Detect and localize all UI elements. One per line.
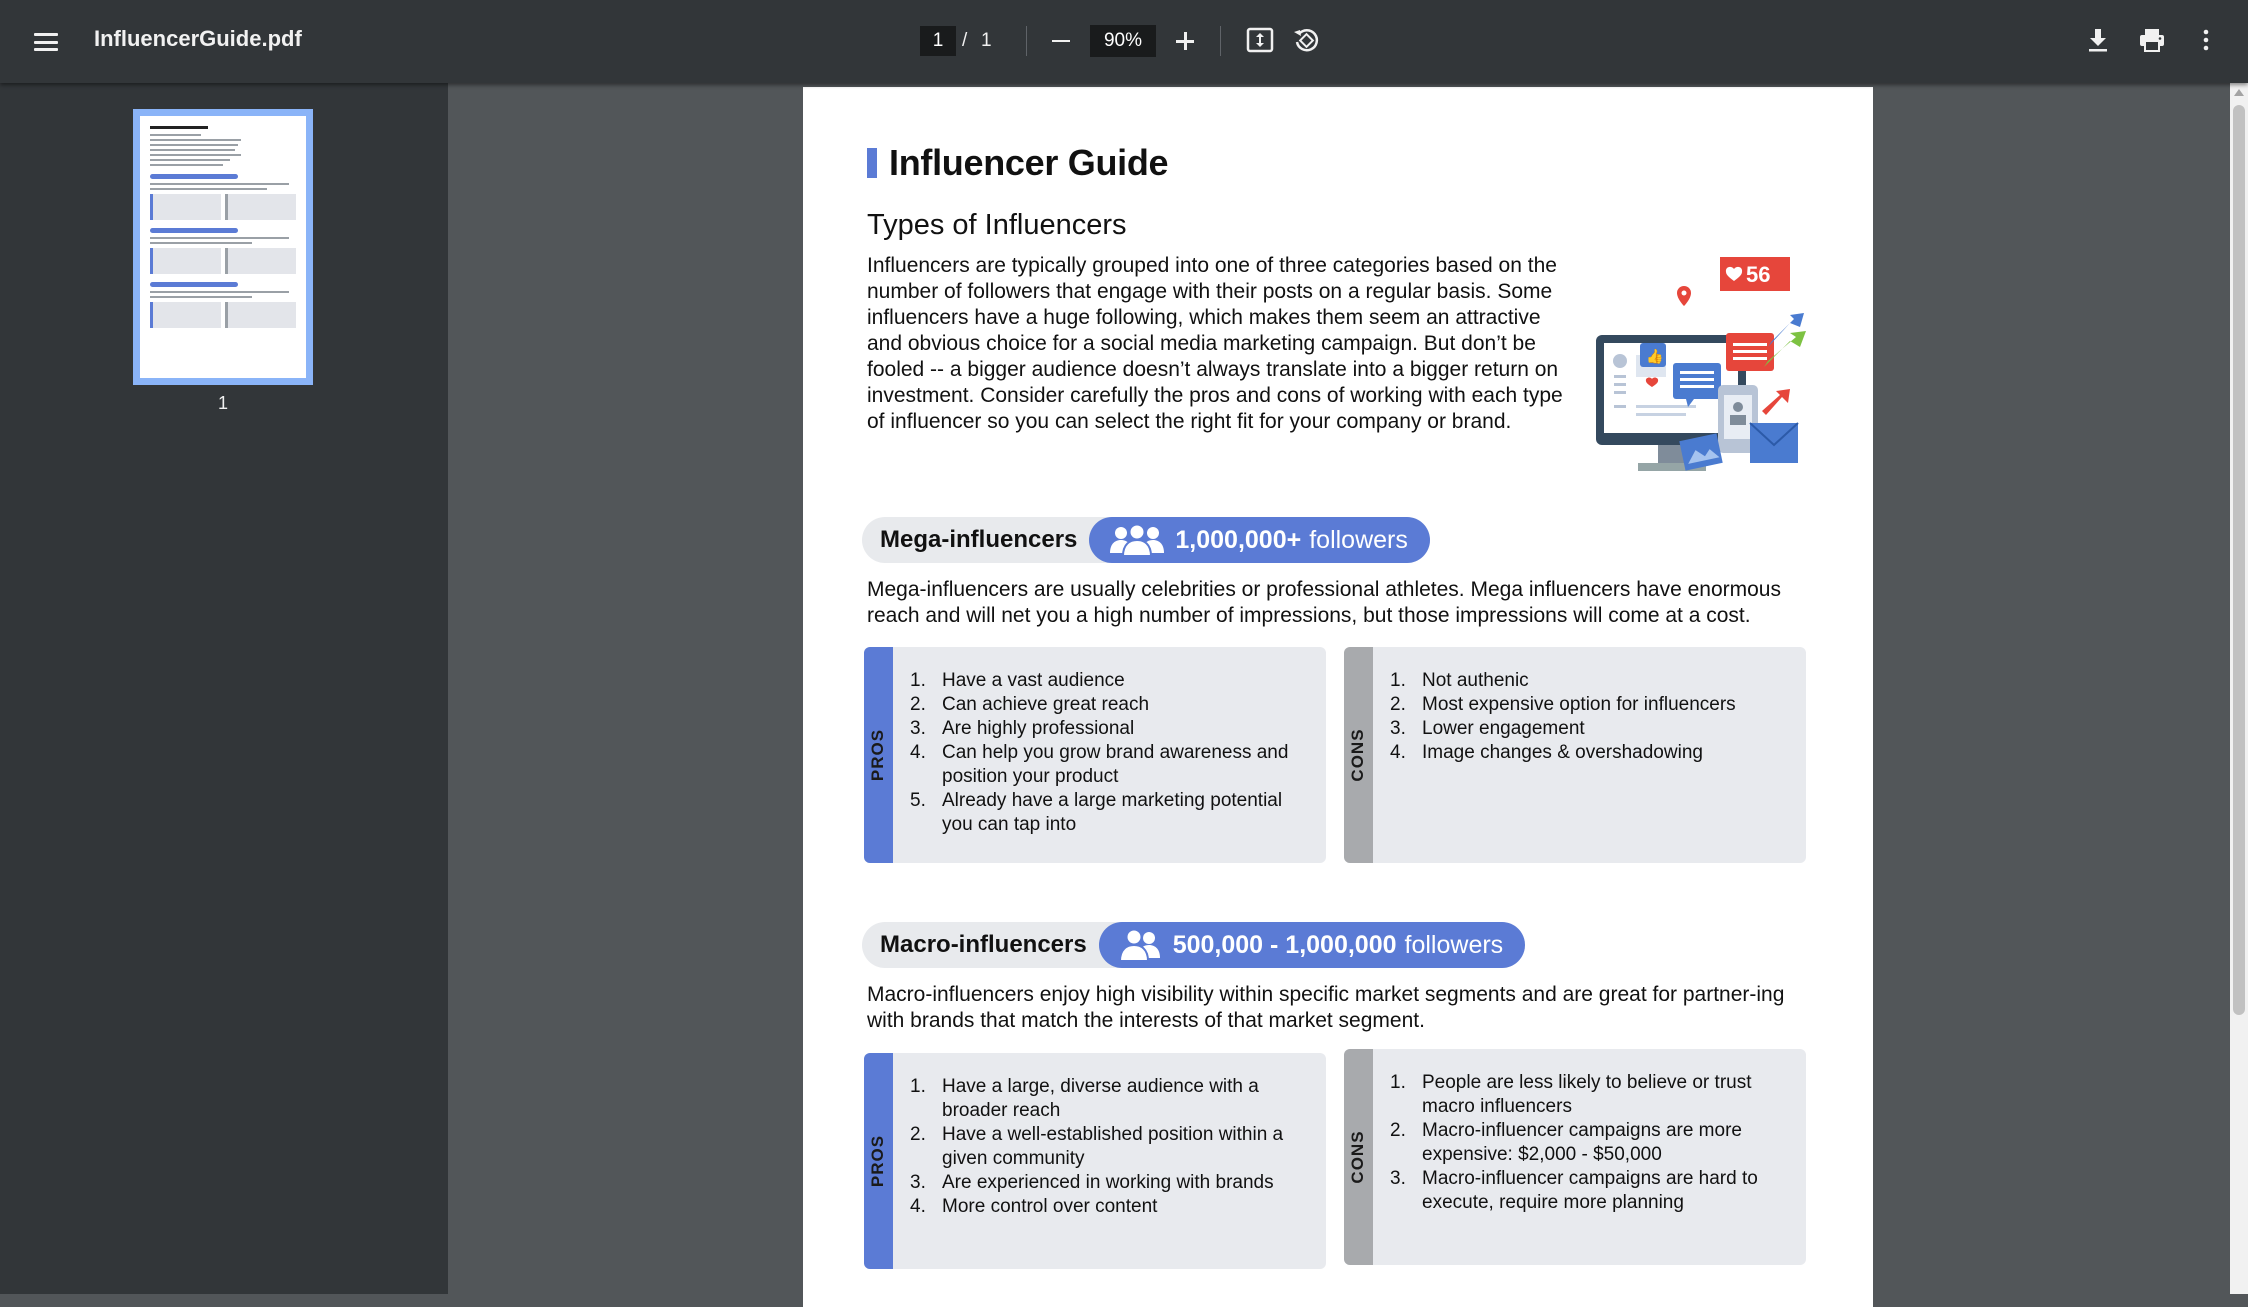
list-item-number: 2. — [1390, 1120, 1406, 1141]
cons-card — [1344, 647, 1806, 863]
thumbnail-page-preview — [140, 116, 306, 378]
list-item — [1390, 1071, 1792, 1119]
list-item-number: 1. — [910, 670, 926, 691]
list-item-number: 2. — [910, 1124, 926, 1145]
pros-card — [864, 1053, 1326, 1269]
list-item — [910, 1171, 1312, 1195]
pros-bar — [864, 647, 893, 863]
list-item — [910, 741, 1312, 789]
section-header-mega — [862, 517, 1430, 563]
list-item — [910, 693, 1312, 717]
section-description: Mega-influencers are usually celebrities or professional athletes. Mega influencers have enormous reach and will net you a high number of impressions, but those impressions will come at a cost. — [867, 578, 1781, 627]
document-title: InfluencerGuide.pdf — [94, 26, 302, 51]
followers-badge — [1089, 517, 1429, 563]
menu-icon — [34, 33, 58, 51]
list-item-number: 4. — [910, 742, 926, 763]
more-actions-button[interactable] — [2186, 20, 2226, 60]
list-item-text: Have a large, diverse audience with a broader reach — [942, 1076, 1259, 1121]
pdf-page — [803, 87, 1873, 1307]
cons-bar — [1344, 647, 1373, 863]
zoom-level-input[interactable]: 90% — [1090, 25, 1156, 57]
list-item — [910, 717, 1312, 741]
cons-card — [1344, 1049, 1806, 1265]
zoom-out-icon — [1052, 40, 1070, 43]
users-icon — [1119, 928, 1163, 962]
list-item-text: Are highly professional — [942, 718, 1135, 739]
more-vert-icon — [2202, 28, 2210, 52]
intro-paragraph: Influencers are typically grouped into one of three categories based on the number of followers that engage with their posts on a regular basis. Some influencers have a huge following, which makes them seem an attractive and obvious choice for a social media marketing campaign. But don’t be fooled -- a bigger audience doesn’t always translate into a bigger return on investment. Consider carefully the pros and cons of working with each type of influencer so you can select the right fit for your company or brand. — [867, 254, 1563, 433]
social-media-illustration — [1568, 255, 1808, 485]
pros-label: PROS — [868, 728, 887, 782]
list-item-number: 4. — [910, 1196, 926, 1217]
list-item-number: 1. — [1390, 670, 1406, 691]
rotate-icon — [1291, 25, 1321, 55]
pros-bar — [864, 1053, 893, 1269]
followers-label: followers — [1309, 525, 1408, 554]
cons-list — [1390, 669, 1792, 765]
cons-label: CONS — [1348, 728, 1367, 782]
toolbar-divider — [1026, 26, 1027, 56]
pros-label: PROS — [868, 1134, 887, 1188]
print-icon — [2138, 27, 2166, 53]
list-item — [910, 1195, 1312, 1219]
scrollbar-thumb[interactable] — [2233, 105, 2245, 1015]
fit-page-icon — [1246, 26, 1274, 54]
page-title: Influencer Guide — [889, 142, 1169, 183]
list-item-number: 3. — [910, 718, 926, 739]
zoom-in-icon — [1176, 32, 1194, 50]
list-item-text: Lower engagement — [1422, 718, 1585, 739]
list-item-text: Have a well-established position within a given community — [942, 1124, 1284, 1169]
page-thumbnail[interactable] — [133, 109, 313, 385]
section-header-macro — [862, 922, 1525, 968]
list-item-text: More control over content — [942, 1196, 1158, 1217]
list-item-text: Macro-influencer campaigns are more expensive: $2,000 - $50,000 — [1422, 1120, 1742, 1165]
list-item-number: 2. — [910, 694, 926, 715]
list-item-text: Already have a large marketing potential you can tap into — [942, 790, 1283, 835]
list-item-number: 1. — [910, 1076, 926, 1097]
download-button[interactable] — [2078, 20, 2118, 60]
followers-label: followers — [1404, 930, 1504, 959]
list-item-number: 3. — [910, 1172, 926, 1193]
list-item — [1390, 1167, 1792, 1215]
section-subtitle: Types of Influencers — [867, 209, 1127, 241]
list-item-text: Can achieve great reach — [942, 694, 1150, 715]
download-icon — [2086, 27, 2110, 53]
cons-list — [1390, 1071, 1792, 1215]
page-separator: / — [962, 30, 968, 51]
scroll-up-arrow-icon[interactable] — [2234, 89, 2244, 96]
list-item-number: 1. — [1390, 1072, 1406, 1093]
list-item-text: Image changes & overshadowing — [1422, 742, 1703, 763]
page-total: 1 — [981, 30, 992, 51]
list-item — [1390, 717, 1792, 741]
vertical-scrollbar[interactable] — [2230, 83, 2248, 1294]
users-icon — [1109, 523, 1165, 557]
menu-button[interactable] — [24, 20, 68, 64]
list-item — [1390, 669, 1792, 693]
list-item-text: People are less likely to believe or trust macro influencers — [1422, 1072, 1752, 1117]
zoom-in-button[interactable] — [1166, 22, 1204, 60]
list-item — [910, 1123, 1312, 1171]
zoom-out-button[interactable] — [1042, 22, 1080, 60]
location-pin-icon — [1677, 286, 1691, 306]
section-name: Macro-influencers — [880, 931, 1087, 958]
heading-accent-bar — [867, 148, 877, 178]
list-item — [910, 669, 1312, 693]
document-heading — [867, 142, 1168, 184]
followers-badge — [1099, 922, 1525, 968]
rotate-button[interactable] — [1286, 20, 1326, 60]
page-number-input[interactable]: 1 — [920, 26, 956, 56]
pros-card — [864, 647, 1326, 863]
cons-label: CONS — [1348, 1130, 1367, 1184]
pros-list — [910, 1075, 1312, 1219]
list-item — [1390, 693, 1792, 717]
list-item-text: Are experienced in working with brands — [942, 1172, 1274, 1193]
list-item — [910, 789, 1312, 837]
followers-count: 500,000 - 1,000,000 — [1172, 930, 1397, 959]
list-item — [1390, 1119, 1792, 1167]
cons-bar — [1344, 1049, 1373, 1265]
thumbnail-sidebar — [0, 83, 448, 1294]
list-item-text: Not authenic — [1422, 670, 1529, 691]
section-name: Mega-influencers — [880, 526, 1078, 553]
pdf-toolbar — [0, 0, 2248, 83]
list-item-text: Most expensive option for influencers — [1422, 694, 1736, 715]
followers-count: 1,000,000+ — [1175, 525, 1302, 554]
section-description: Macro-influencers enjoy high visibility within specific market segments and are great for partner-ing with brands that match the interests of that market segment. — [867, 983, 1785, 1032]
list-item-text: Can help you grow brand awareness and position your product — [942, 742, 1289, 787]
fit-to-page-button[interactable] — [1240, 20, 1280, 60]
list-item — [1390, 741, 1792, 765]
list-item-number: 3. — [1390, 1168, 1406, 1189]
list-item — [910, 1075, 1312, 1123]
print-button[interactable] — [2132, 20, 2172, 60]
pros-list — [910, 669, 1312, 837]
list-item-text: Have a vast audience — [942, 670, 1125, 691]
list-item-text: Macro-influencer campaigns are hard to execute, require more planning — [1422, 1168, 1758, 1213]
list-item-number: 4. — [1390, 742, 1406, 763]
list-item-number: 3. — [1390, 718, 1406, 739]
list-item-number: 2. — [1390, 694, 1406, 715]
thumbnail-page-number: 1 — [217, 393, 228, 413]
like-count: 56 — [1746, 262, 1771, 287]
list-item-number: 5. — [910, 790, 926, 811]
toolbar-divider — [1220, 26, 1221, 56]
svg-text:👍: 👍 — [1646, 349, 1664, 365]
